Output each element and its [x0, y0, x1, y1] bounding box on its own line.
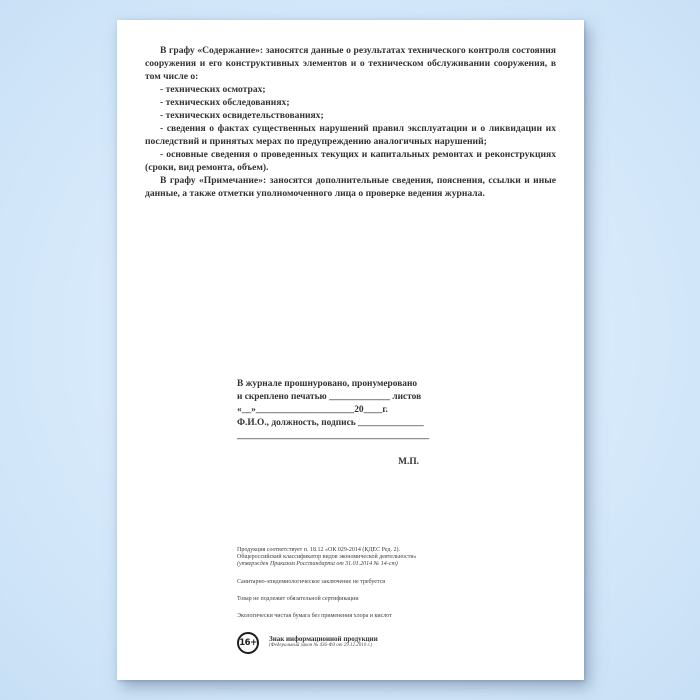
info-product-sign-law: (Федеральный закон № 436-ФЗ от 29.12.2010 г.) — [269, 643, 373, 649]
list-item: - сведения о фактах существенных нарушений правил эксплуатации и о ликвидации их последствий и принятых мерах по предупреждению аналогичных нарушений; — [145, 123, 556, 147]
age-rating-16plus-icon: 16+ — [237, 632, 259, 654]
list-item: - технических обследованиях; — [160, 97, 290, 108]
stamp-placeholder: М.П. — [398, 457, 419, 467]
date-line: «__»_____________________20____г. — [237, 405, 388, 415]
binding-line: В журнале прошнуровано, пронумеровано — [237, 379, 418, 389]
document-page — [117, 20, 584, 680]
signature-rule-line: _________________________________________ — [237, 431, 430, 441]
fine-print-block — [237, 547, 537, 654]
name-position-signature-line: Ф.И.О., должность, подпись ______________ — [237, 418, 424, 428]
info-product-sign-title: Знак информационной продукции — [269, 635, 378, 644]
sanitary-note: Санитарно-эпидемиологическое заключение не требуется — [237, 578, 386, 585]
list-item: - основные сведения о проведенных текущих и капитальных ремонтах и реконструкциях (сроки, вид ремонта, объем). — [145, 149, 556, 173]
certification-note: Товар не подлежит обязательной сертификации — [237, 595, 359, 602]
age-rating-row — [237, 632, 537, 654]
notes-column-paragraph: В графу «Примечание»: заносятся дополнительные сведения, пояснения, ссылки и иные данные, а также отметки уполномоченного лица о проверке ведения журнала. — [145, 175, 556, 199]
sheets-count-line: и скреплено печатью _____________ листов — [237, 392, 422, 402]
binding-certification-block — [237, 378, 433, 469]
list-item: - технических освидетельствованиях; — [160, 110, 324, 121]
intro-text-block — [145, 44, 556, 200]
okved-order-line: (утвержден Приказом Росстандарта от 31.01.2014 № 14-ст) — [237, 561, 398, 568]
okved-line: Общероссийский классификатор видов экономической деятельности» — [237, 554, 417, 561]
list-item: - технических осмотрах; — [160, 84, 266, 95]
eco-paper-note: Экологически чистая бумага без применения хлора и кислот — [237, 613, 392, 620]
info-product-sign — [269, 632, 378, 649]
okved-compliance-note — [237, 547, 537, 569]
okved-line: Продукция соответствует п. 18.12 «ОК 029-2014 (КДЕС Ред. 2). — [237, 547, 400, 553]
content-column-paragraph: В графу «Содержание»: заносятся данные о результатах технического контроля состояния сооружения и его конструктивных элементов и о техническом обслуживании сооружения, в том числе о: — [145, 45, 556, 82]
